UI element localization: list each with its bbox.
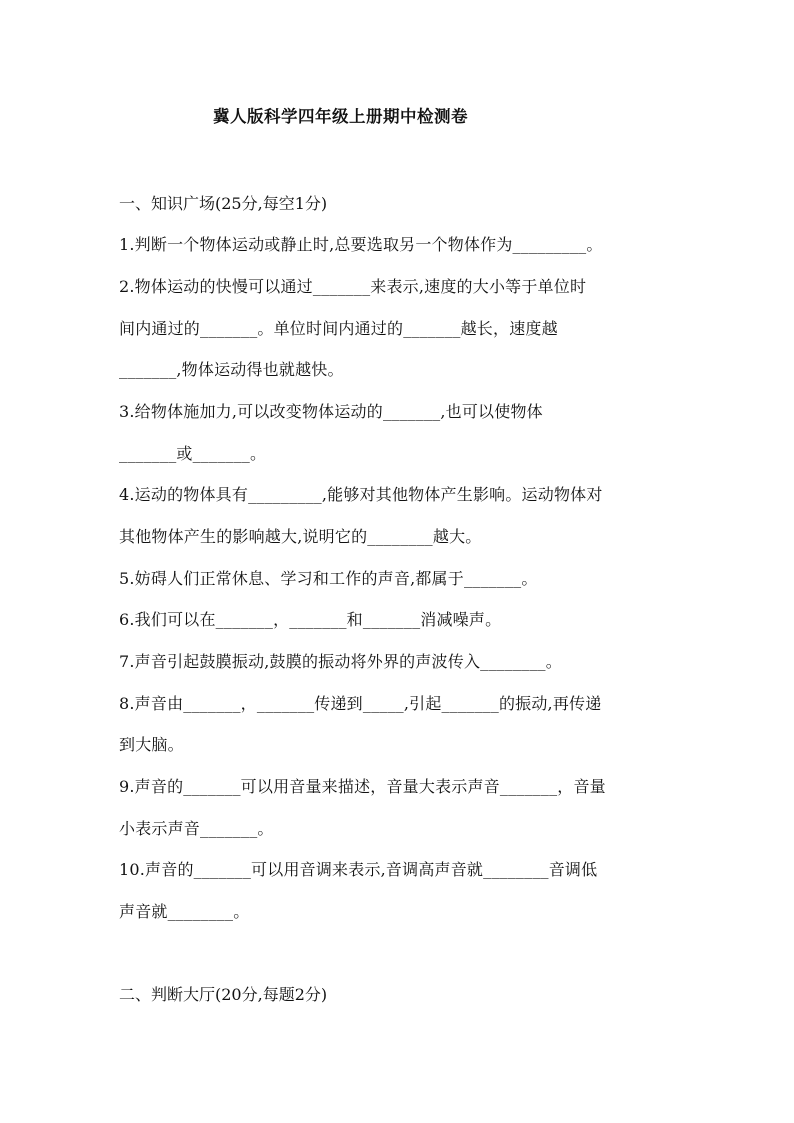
page-title: 冀人版科学四年级上册期中检测卷 (213, 107, 468, 126)
question-line: 5.妨碍人们正常休息、学习和工作的声音,都属于_______。 (119, 569, 538, 588)
section-heading-knowledge: 一、知识广场(25分,每空1分) (119, 194, 328, 213)
question-line: 9.声音的_______可以用音量来描述，音量大表示声音_______，音量 (119, 777, 606, 796)
question-line: 声音就________。 (119, 902, 250, 921)
question-line: 2.物体运动的快慢可以通过_______来表示,速度的大小等于单位时 (119, 277, 587, 296)
question-line: 间内通过的_______。单位时间内通过的_______越长，速度越 (119, 319, 558, 338)
question-line: 4.运动的物体具有_________,能够对其他物体产生影响。运动物体对 (119, 485, 603, 504)
question-line: 8.声音由_______，_______传递到_____,引起_______的振动,再传递 (119, 694, 602, 713)
section-heading-judgment: 二、判断大厅(20分,每题2分) (119, 985, 328, 1004)
question-line: 其他物体产生的影响越大,说明它的________越大。 (119, 527, 482, 546)
question-line: 7.声音引起鼓膜振动,鼓膜的振动将外界的声波传入________。 (119, 652, 562, 671)
question-line: _______,物体运动得也就越快。 (119, 360, 344, 379)
question-line: 到大脑。 (119, 735, 184, 754)
question-line: 6.我们可以在_______，_______和_______消减噪声。 (119, 610, 502, 629)
question-line: 1.判断一个物体运动或静止时,总要选取另一个物体作为_________。 (119, 235, 603, 254)
question-line: 3.给物体施加力,可以改变物体运动的_______,也可以使物体 (119, 402, 543, 421)
question-line: 10.声音的_______可以用音调来表示,音调高声音就________音调低 (119, 860, 598, 879)
question-line: 小表示声音_______。 (119, 819, 274, 838)
question-line: _______或_______。 (119, 444, 267, 463)
